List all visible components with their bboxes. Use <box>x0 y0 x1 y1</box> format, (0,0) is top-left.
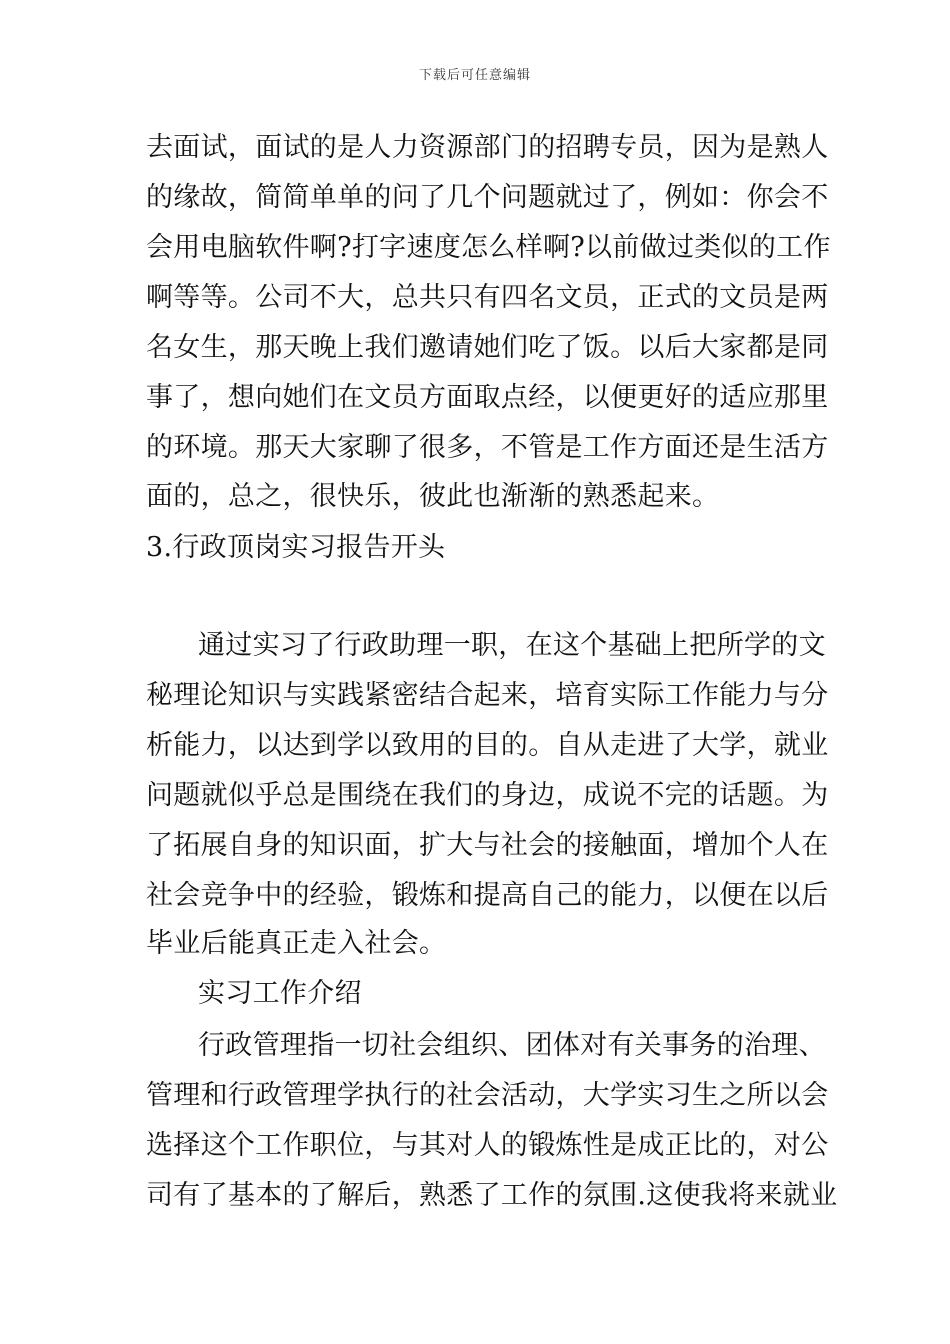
text-line: 去面试，面试的是人力资源部门的招聘专员，因为是熟人 <box>146 132 829 163</box>
text-line: 毕业后能真正走入社会。 <box>146 928 447 959</box>
text-line: 司有了基本的了解后，熟悉了工作的氛围.这使我将来就业 <box>146 1180 838 1211</box>
paragraph-first-line: 行政管理指一切社会组织、团体对有关事务的治理、 <box>198 1030 826 1061</box>
text-line: 秘理论知识与实践紧密结合起来，培育实际工作能力与分 <box>146 680 829 711</box>
paragraph-first-line: 通过实习了行政助理一职，在这个基础上把所学的文 <box>198 630 826 661</box>
section-heading: 3.行政顶岗实习报告开头 <box>146 532 446 563</box>
text-line: 啊等等。公司不大，总共只有四名文员，正式的文员是两 <box>146 282 829 313</box>
text-line: 事了，想向她们在文员方面取点经，以便更好的适应那里 <box>146 382 829 413</box>
page-header: 下载后可任意编辑 <box>418 68 531 83</box>
text-line: 了拓展自身的知识面，扩大与社会的接触面，增加个人在 <box>146 830 829 861</box>
text-line: 面的，总之，很快乐，彼此也渐渐的熟悉起来。 <box>146 481 720 512</box>
text-line: 名女生，那天晚上我们邀请她们吃了饭。以后大家都是同 <box>146 332 829 363</box>
text-line: 会用电脑软件啊?打字速度怎么样啊?以前做过类似的工作 <box>146 232 831 263</box>
text-line: 的缘故，简简单单的问了几个问题就过了，例如：你会不 <box>146 182 829 213</box>
text-line: 选择这个工作职位，与其对人的锻炼性是成正比的，对公 <box>146 1130 829 1161</box>
text-line: 问题就似乎总是围绕在我们的身边，成说不完的话题。为 <box>146 780 829 811</box>
text-line: 管理和行政管理学执行的社会活动，大学实习生之所以会 <box>146 1080 829 1111</box>
text-line: 社会竞争中的经验，锻炼和提高自己的能力，以便在以后 <box>146 880 829 911</box>
text-line: 的环境。那天大家聊了很多，不管是工作方面还是生活方 <box>146 432 829 463</box>
text-line: 析能力，以达到学以致用的目的。自从走进了大学，就业 <box>146 730 829 761</box>
section-heading: 实习工作介绍 <box>198 978 362 1009</box>
